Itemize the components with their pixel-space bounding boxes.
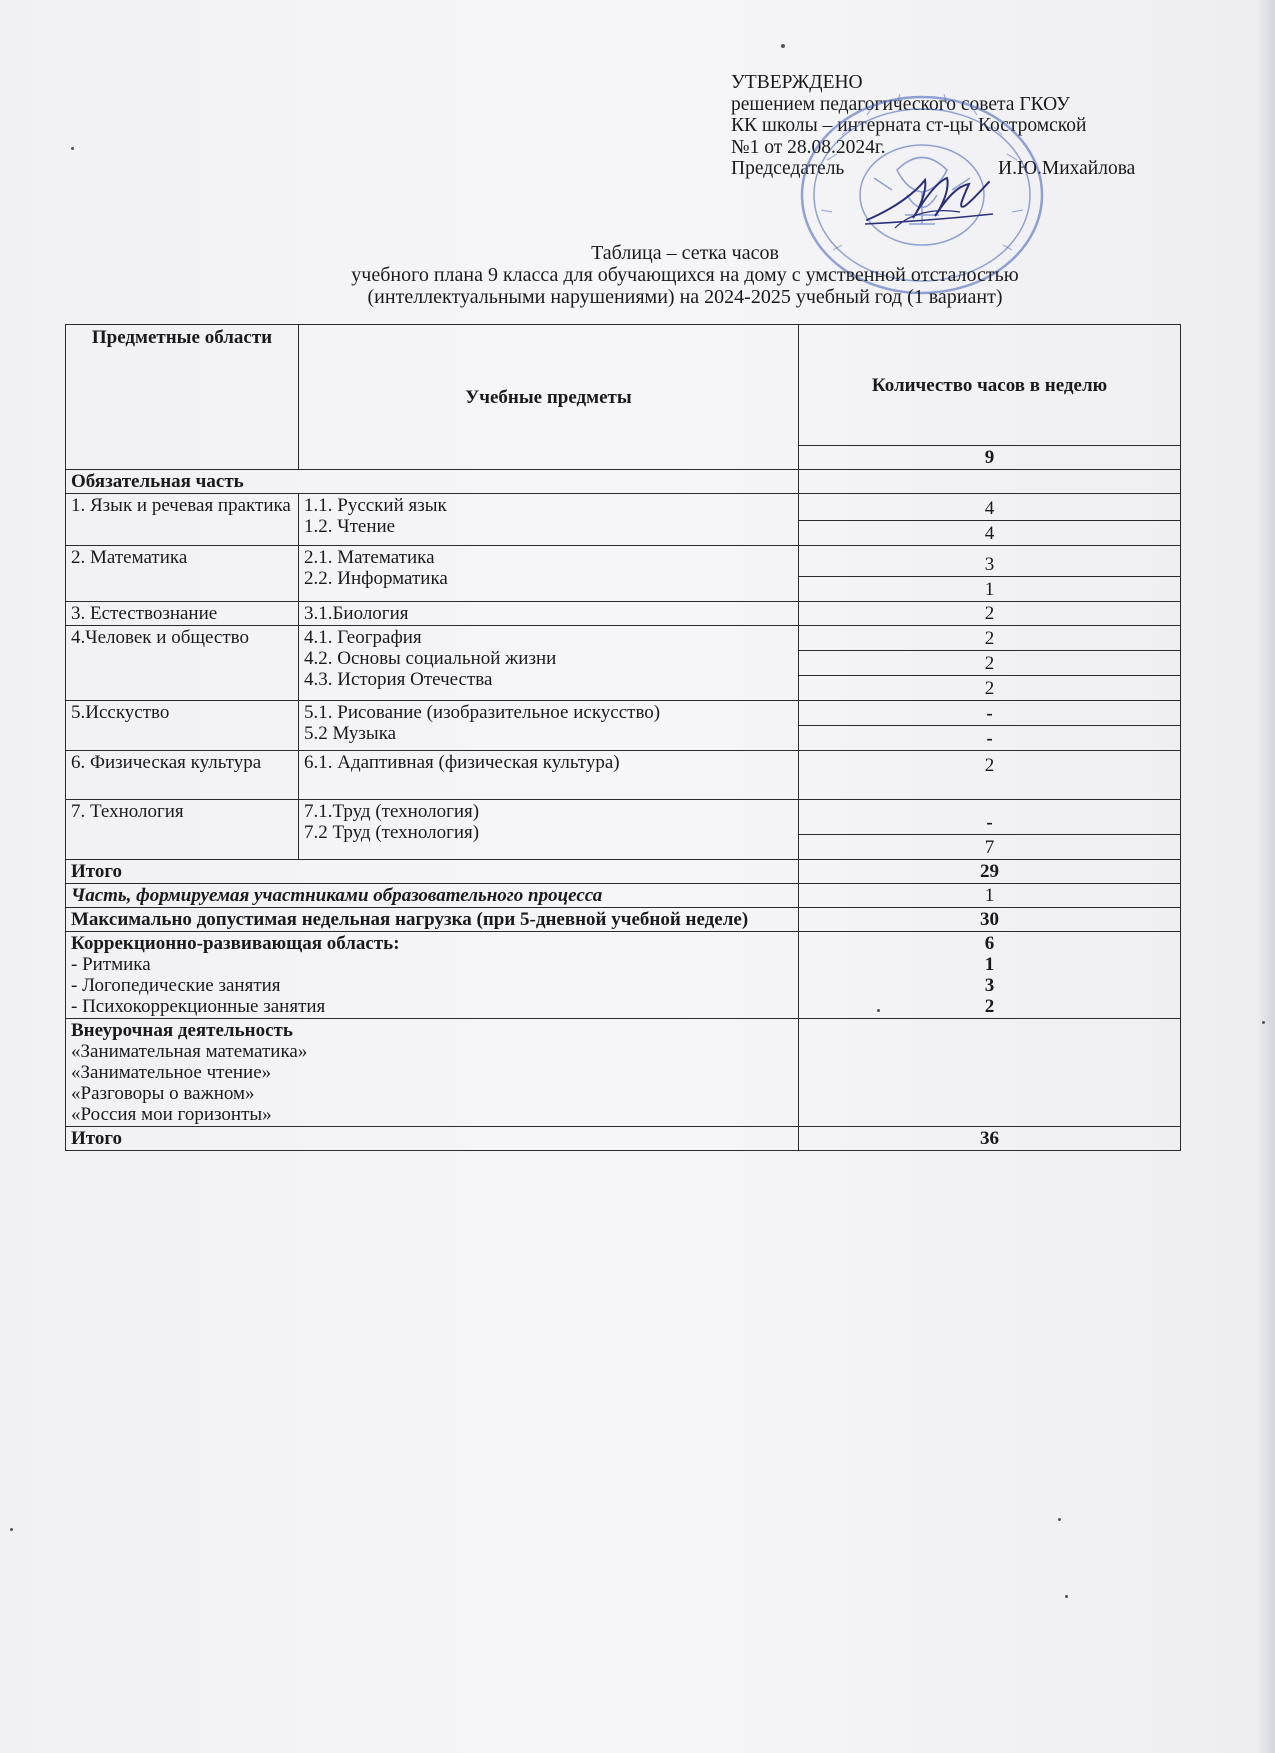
max-load-value: 30 — [799, 908, 1181, 932]
scan-speck — [877, 1009, 880, 1012]
hours-cell: 2 — [799, 626, 1181, 651]
total-label: Итого — [66, 860, 799, 884]
hours-cell: 2 — [799, 676, 1181, 701]
table-row — [66, 626, 1181, 651]
scan-speck — [1058, 1518, 1061, 1521]
scan-speck — [71, 147, 74, 150]
extracurricular-item: «Занимательная математика» — [71, 1041, 308, 1062]
approval-date: №1 от 28.08.2024г. — [731, 136, 886, 158]
table-row — [66, 751, 1181, 800]
subject-item: 1.1. Русский язык — [304, 495, 447, 516]
chair-name: И.Ю.Михайлова — [998, 158, 1136, 179]
correction-value: 6 — [984, 933, 995, 954]
table-row — [66, 602, 1181, 626]
hours-cell: 1 — [799, 577, 1181, 602]
correction-value: 2 — [984, 996, 995, 1017]
approval-line-3: КК школы – интерната ст-цы Костромской — [731, 115, 1087, 136]
subject-item: 3.1.Биология — [304, 603, 409, 624]
extracurricular-title: Внеурочная деятельность — [71, 1020, 293, 1041]
subject-item: 5.2 Музыка — [304, 723, 397, 744]
subjects-cell — [299, 751, 799, 800]
table-row — [66, 546, 1181, 577]
grand-total-label: Итого — [66, 1127, 799, 1151]
header-subjects: Учебные предметы — [299, 325, 799, 470]
area-cell: 5.Исскуство — [66, 701, 299, 751]
hours-cell: - — [799, 800, 1181, 835]
mandatory-part-row — [66, 470, 1181, 494]
area-cell: 6. Физическая культура — [66, 751, 299, 800]
header-grade: 9 — [799, 446, 1181, 470]
subjects-cell — [299, 701, 799, 751]
signature-line — [731, 158, 1135, 180]
correction-item: - Логопедические занятия — [71, 975, 281, 996]
max-load-row — [66, 908, 1181, 932]
subject-item: 5.1. Рисование (изобразительное искусство) — [304, 702, 661, 723]
subject-item: 7.2 Труд (технология) — [304, 822, 480, 843]
hours-cell: - — [799, 726, 1181, 751]
subjects-cell — [299, 626, 799, 701]
total-value: 29 — [799, 860, 1181, 884]
subjects-cell — [299, 546, 799, 602]
hours-cell: 2 — [799, 602, 1181, 626]
table-row — [66, 800, 1181, 835]
hours-cell: 4 — [799, 494, 1181, 521]
hours-cell: 2 — [799, 651, 1181, 676]
area-cell: 1. Язык и речевая практика — [66, 494, 299, 546]
correction-item: - Психокоррекционные занятия — [71, 996, 326, 1017]
subject-item: 2.1. Математика — [304, 547, 435, 568]
scan-speck — [10, 1528, 13, 1531]
area-cell: 2. Математика — [66, 546, 299, 602]
scan-speck — [1262, 1021, 1265, 1024]
scan-speck — [781, 44, 785, 48]
correction-value: 1 — [984, 954, 995, 975]
approval-title: УТВЕРЖДЕНО — [731, 72, 863, 93]
approval-block — [731, 72, 1135, 180]
extracurricular-item: «Россия мои горизонты» — [71, 1104, 272, 1125]
table-row — [66, 701, 1181, 726]
correction-title: Коррекционно-развивающая область: — [71, 933, 400, 954]
grand-total-row — [66, 1127, 1181, 1151]
subject-item: 7.1.Труд (технология) — [304, 801, 480, 822]
scan-speck — [1065, 1595, 1068, 1598]
approval-line-2: решением педагогического совета ГКОУ — [731, 93, 1070, 115]
header-areas: Предметные области — [66, 325, 299, 470]
participants-part-value: 1 — [799, 884, 1181, 908]
subject-item: 4.1. География — [304, 627, 422, 648]
area-cell: 7. Технология — [66, 800, 299, 860]
correction-value: 3 — [984, 975, 995, 996]
area-cell: 3. Естествознание — [66, 602, 299, 626]
extracurricular-row — [66, 1019, 1181, 1127]
header-hours: Количество часов в неделю — [799, 325, 1181, 446]
grand-total-value: 36 — [799, 1127, 1181, 1151]
max-load-label: Максимально допустимая недельная нагрузка (при 5-дневной учебной неделе) — [66, 908, 799, 932]
subject-item: 4.2. Основы социальной жизни — [304, 648, 557, 669]
hours-cell: 2 — [799, 751, 1181, 800]
hours-cell: 7 — [799, 835, 1181, 860]
extracurricular-cell — [66, 1019, 799, 1127]
curriculum-table — [65, 324, 1181, 1151]
table-row — [66, 494, 1181, 521]
mandatory-part-empty — [799, 470, 1181, 494]
hours-cell: - — [799, 701, 1181, 726]
chair-label: Председатель — [731, 158, 845, 179]
subject-item: 4.3. История Отечества — [304, 669, 493, 690]
participants-part-row — [66, 884, 1181, 908]
total-row — [66, 860, 1181, 884]
correction-row — [66, 932, 1181, 1019]
caption-line-3: (интеллектуальными нарушениями) на 2024-2025 учебный год (1 вариант) — [367, 286, 1003, 308]
page-edge-shadow — [1255, 0, 1275, 1753]
mandatory-part-label: Обязательная часть — [66, 470, 799, 494]
hours-cell: 4 — [799, 521, 1181, 546]
extracurricular-empty — [799, 1019, 1181, 1127]
subject-item: 6.1. Адаптивная (физическая культура) — [304, 752, 620, 773]
participants-part-label: Часть, формируемая участниками образовательного процесса — [66, 884, 799, 908]
subject-item: 2.2. Информатика — [304, 568, 448, 589]
caption-line-1: Таблица – сетка часов — [591, 242, 779, 264]
caption-line-2: учебного плана 9 класса для обучающихся на дому с умственной отсталостью — [351, 264, 1019, 286]
subjects-cell — [299, 494, 799, 546]
correction-values — [799, 932, 1181, 1019]
table-caption — [230, 242, 1140, 308]
subjects-cell — [299, 602, 799, 626]
correction-item: - Ритмика — [71, 954, 151, 975]
header-row — [66, 325, 1181, 446]
area-cell: 4.Человек и общество — [66, 626, 299, 701]
hours-cell: 3 — [799, 546, 1181, 577]
subject-item: 1.2. Чтение — [304, 516, 396, 537]
correction-cell — [66, 932, 799, 1019]
subjects-cell — [299, 800, 799, 860]
extracurricular-item: «Разговоры о важном» — [71, 1083, 255, 1104]
extracurricular-item: «Занимательное чтение» — [71, 1062, 272, 1083]
